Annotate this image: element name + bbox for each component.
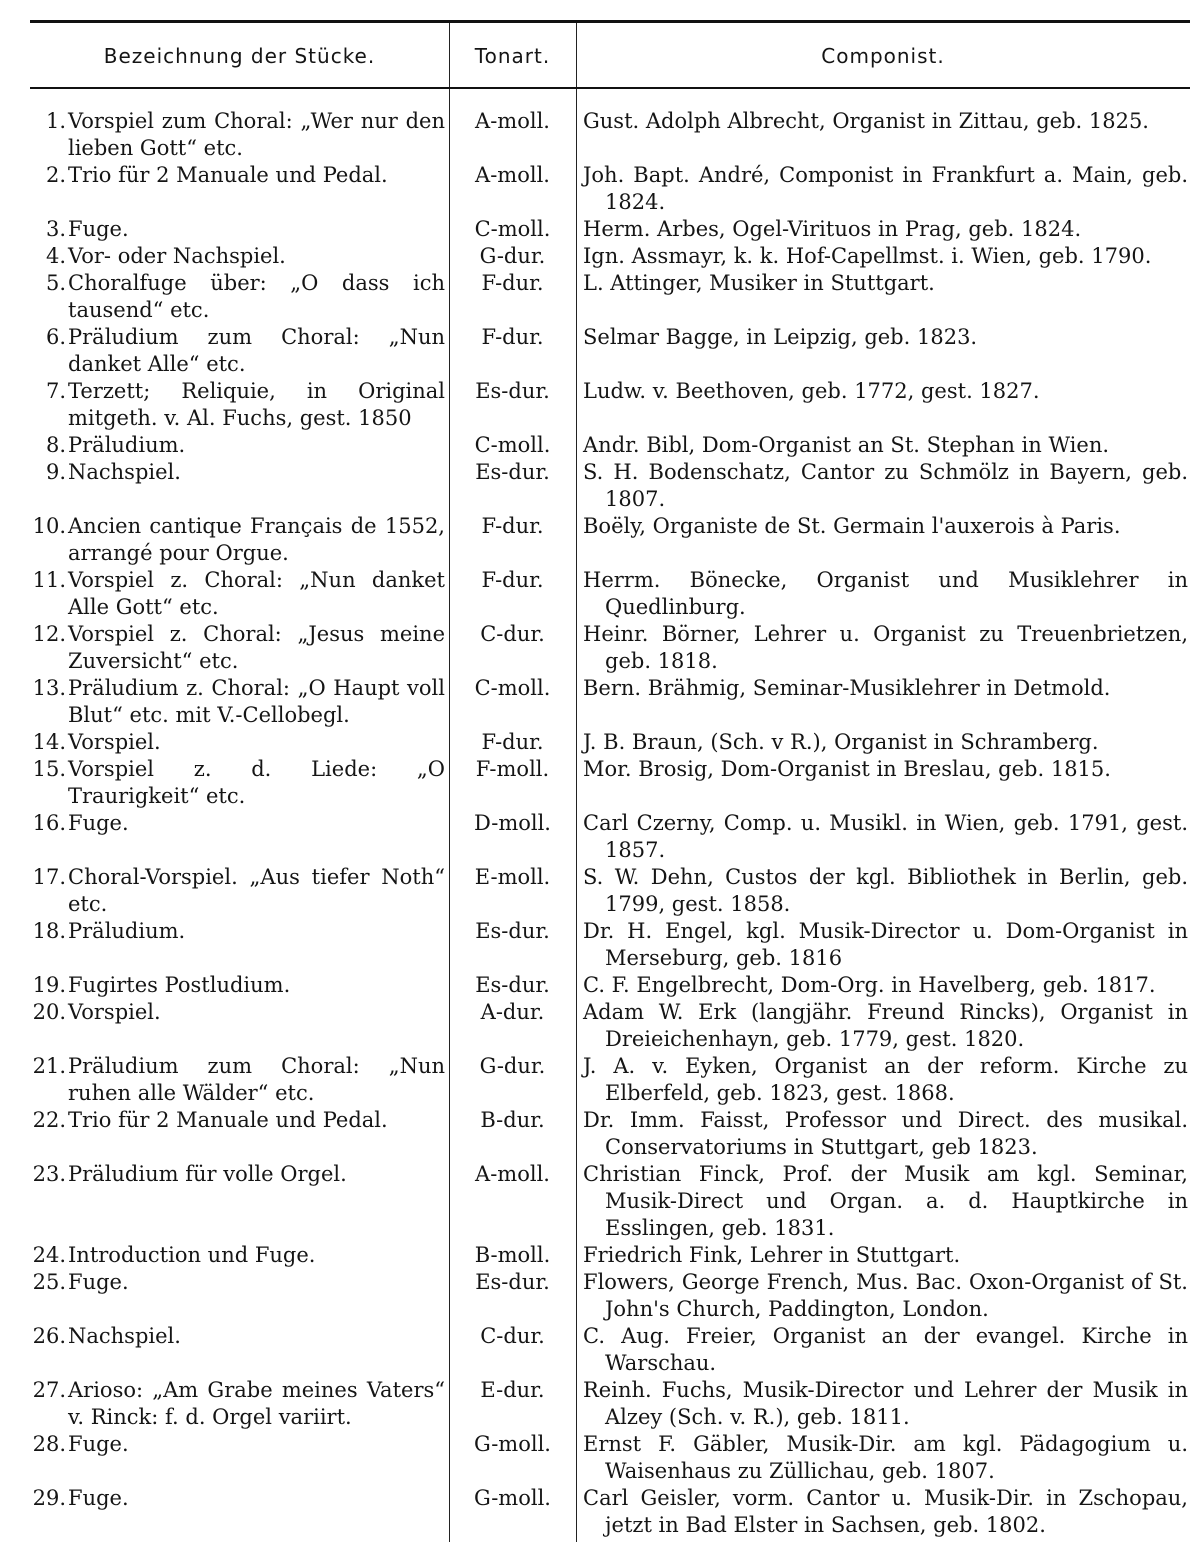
table-row	[30, 1107, 1190, 1161]
key-cell: F-dur.	[481, 568, 544, 592]
piece-number: 28.	[32, 1432, 66, 1456]
piece-number: 19.	[32, 973, 66, 997]
composer-cell: Selmar Bagge, in Leipzig, geb. 1823.	[583, 325, 978, 349]
piece-number: 9.	[45, 460, 66, 484]
piece-number: 16.	[32, 811, 66, 835]
table-row	[30, 216, 1190, 243]
composer-cell: Joh. Bapt. André, Componist in Frankfurt a. Main, geb. 1824.	[583, 163, 1188, 214]
piece-cell	[30, 567, 449, 621]
piece-number: 13.	[32, 676, 66, 700]
table-row	[30, 972, 1190, 999]
table-row	[30, 270, 1190, 324]
composer-cell: Mor. Brosig, Dom-Organist in Breslau, geb. 1815.	[583, 757, 1111, 781]
composer-cell: Ign. Assmayr, k. k. Hof-Capellmst. i. Wien, geb. 1790.	[583, 244, 1152, 268]
composer-cell: S. H. Bodenschatz, Cantor zu Schmölz in Bayern, geb. 1807.	[583, 460, 1188, 511]
composer-cell: L. Attinger, Musiker in Stuttgart.	[583, 271, 935, 295]
composer-cell: S. W. Dehn, Custos der kgl. Bibliothek in Berlin, geb. 1799, gest. 1858.	[583, 865, 1188, 916]
key-cell: Es-dur.	[475, 973, 550, 997]
piece-title: Präludium zum Choral: „Nun danket Alle“ etc.	[68, 325, 445, 376]
key-cell: A-moll.	[475, 163, 550, 187]
key-cell: G-moll.	[474, 1432, 551, 1456]
piece-cell	[30, 513, 449, 567]
table-row	[30, 324, 1190, 378]
composer-cell: Ludw. v. Beethoven, geb. 1772, gest. 1827.	[583, 379, 1040, 403]
composer-cell: Adam W. Erk (langjähr. Freund Rincks), Organist in Dreieichenhayn, geb. 1779, gest. 1820.	[583, 1000, 1188, 1051]
piece-cell	[30, 756, 449, 810]
table-row	[30, 810, 1190, 864]
key-cell: F-dur.	[481, 514, 544, 538]
piece-title: Introduction und Fuge.	[68, 1243, 316, 1267]
piece-title: Vorspiel.	[68, 1000, 161, 1024]
piece-number: 7.	[45, 379, 66, 403]
piece-cell	[30, 1323, 449, 1350]
table-row	[30, 729, 1190, 756]
key-cell: A-dur.	[480, 1000, 545, 1024]
piece-cell	[30, 999, 449, 1026]
composer-cell: C. F. Engelbrecht, Dom-Org. in Havelberg, geb. 1817.	[583, 973, 1156, 997]
piece-number: 15.	[32, 757, 66, 781]
key-cell: G-dur.	[479, 1054, 546, 1078]
key-cell: E-dur.	[480, 1378, 545, 1402]
piece-number: 11.	[32, 568, 66, 592]
piece-title: Vor- oder Nachspiel.	[68, 244, 286, 268]
table-row	[30, 1377, 1190, 1431]
piece-cell	[30, 324, 449, 378]
table-row	[30, 999, 1190, 1053]
piece-title: Fuge.	[68, 1432, 129, 1456]
piece-number: 27.	[32, 1378, 66, 1402]
key-cell: A-moll.	[475, 109, 550, 133]
key-cell: C-dur.	[480, 1324, 545, 1348]
key-cell: Es-dur.	[475, 919, 550, 943]
piece-cell	[30, 729, 449, 756]
piece-title: Vorspiel z. d. Liede: „O Traurigkeit“ etc.	[68, 757, 445, 808]
key-cell: F-dur.	[481, 325, 544, 349]
piece-number: 14.	[32, 730, 66, 754]
key-cell: A-moll.	[475, 1162, 550, 1186]
piece-title: Terzett; Reliquie, in Original mitgeth. v. Al. Fuchs, gest. 1850	[68, 379, 445, 430]
table-row	[30, 675, 1190, 729]
column-header-composer: Componist.	[821, 44, 945, 68]
piece-title: Choral-Vorspiel. „Aus tiefer Noth“ etc.	[68, 865, 445, 916]
piece-cell	[30, 1485, 449, 1512]
piece-cell	[30, 1377, 449, 1431]
piece-number: 4.	[45, 244, 66, 268]
piece-number: 8.	[45, 433, 66, 457]
table-row	[30, 378, 1190, 432]
piece-cell	[30, 459, 449, 486]
piece-number: 5.	[45, 271, 66, 295]
table-row	[30, 162, 1190, 216]
key-cell: B-moll.	[474, 1243, 551, 1267]
piece-title: Fuge.	[68, 217, 129, 241]
table-row	[30, 756, 1190, 810]
piece-number: 22.	[32, 1108, 66, 1132]
key-cell: C-moll.	[474, 217, 551, 241]
key-cell: C-moll.	[474, 676, 551, 700]
piece-number: 26.	[32, 1324, 66, 1348]
composer-cell: C. Aug. Freier, Organist an der evangel. Kirche in Warschau.	[583, 1324, 1188, 1375]
composer-cell: Flowers, George French, Mus. Bac. Oxon-Organist of St. John's Church, Paddington, London.	[583, 1270, 1188, 1321]
table-row	[30, 1161, 1190, 1242]
key-cell: B-dur.	[480, 1108, 545, 1132]
piece-title: Präludium z. Choral: „O Haupt voll Blut“ etc. mit V.-Cellobegl.	[68, 676, 445, 727]
piece-cell	[30, 675, 449, 729]
piece-number: 21.	[32, 1054, 66, 1078]
key-cell: D-moll.	[474, 811, 551, 835]
piece-title: Fugirtes Postludium.	[68, 973, 291, 997]
table-row	[30, 1323, 1190, 1377]
piece-cell	[30, 918, 449, 945]
table-row	[30, 243, 1190, 270]
composer-cell: Dr. Imm. Faisst, Professor und Direct. des musikal. Conservatoriums in Stuttgart, geb 1823.	[583, 1108, 1188, 1159]
table-row	[30, 108, 1190, 162]
piece-cell	[30, 1242, 449, 1269]
composer-cell: Boëly, Organiste de St. Germain l'auxerois à Paris.	[583, 514, 1121, 538]
key-cell: C-dur.	[480, 622, 545, 646]
composer-cell: Carl Geisler, vorm. Cantor u. Musik-Dir. in Zschopau, jetzt in Bad Elster in Sachsen, geb. 1802.	[583, 1486, 1188, 1537]
table-body	[30, 108, 1190, 1539]
piece-title: Nachspiel.	[68, 1324, 181, 1348]
piece-title: Trio für 2 Manuale und Pedal.	[68, 163, 388, 187]
key-cell: G-moll.	[474, 1486, 551, 1510]
composer-cell: J. A. v. Eyken, Organist an der reform. Kirche zu Elberfeld, geb. 1823, gest. 1868.	[583, 1054, 1188, 1105]
piece-title: Vorspiel.	[68, 730, 161, 754]
piece-number: 24.	[32, 1243, 66, 1267]
key-cell: F-dur.	[481, 271, 544, 295]
composer-cell: Andr. Bibl, Dom-Organist an St. Stephan in Wien.	[583, 433, 1110, 457]
key-cell: Es-dur.	[475, 379, 550, 403]
piece-title: Präludium.	[68, 919, 186, 943]
piece-cell	[30, 1053, 449, 1107]
table-row	[30, 459, 1190, 513]
table-row	[30, 1242, 1190, 1269]
table-row	[30, 513, 1190, 567]
piece-cell	[30, 1269, 449, 1296]
composer-cell: Friedrich Fink, Lehrer in Stuttgart.	[583, 1243, 961, 1267]
table-row	[30, 918, 1190, 972]
piece-number: 12.	[32, 622, 66, 646]
composer-cell: Herrm. Bönecke, Organist und Musiklehrer in Quedlinburg.	[583, 568, 1188, 619]
table-top-rule	[30, 20, 1190, 23]
piece-number: 20.	[32, 1000, 66, 1024]
piece-cell	[30, 270, 449, 324]
piece-cell	[30, 378, 449, 432]
piece-cell	[30, 810, 449, 837]
composer-cell: Herm. Arbes, Ogel-Virituos in Prag, geb. 1824.	[583, 217, 1082, 241]
piece-cell	[30, 432, 449, 459]
piece-title: Präludium zum Choral: „Nun ruhen alle Wälder“ etc.	[68, 1054, 445, 1105]
piece-title: Choralfuge über: „O dass ich tausend“ etc.	[68, 271, 445, 322]
piece-number: 2.	[45, 163, 66, 187]
key-cell: F-moll.	[475, 757, 550, 781]
piece-cell	[30, 621, 449, 675]
piece-title: Vorspiel z. Choral: „Nun danket Alle Gott“ etc.	[68, 568, 445, 619]
piece-number: 6.	[45, 325, 66, 349]
table-row	[30, 432, 1190, 459]
table-row	[30, 1485, 1190, 1539]
composer-cell: Gust. Adolph Albrecht, Organist in Zittau, geb. 1825.	[583, 109, 1149, 133]
composer-cell: Reinh. Fuchs, Musik-Director und Lehrer der Musik in Alzey (Sch. v. R.), geb. 1811.	[583, 1378, 1188, 1429]
table-row	[30, 567, 1190, 621]
piece-number: 18.	[32, 919, 66, 943]
piece-cell	[30, 108, 449, 162]
piece-title: Fuge.	[68, 811, 129, 835]
composer-cell: Dr. H. Engel, kgl. Musik-Director u. Dom-Organist in Merseburg, geb. 1816	[583, 919, 1188, 970]
piece-title: Ancien cantique Français de 1552, arrangé pour Orgue.	[68, 514, 445, 565]
table-row	[30, 621, 1190, 675]
key-cell: Es-dur.	[475, 460, 550, 484]
piece-title: Präludium für volle Orgel.	[68, 1162, 347, 1186]
column-header-pieces: Bezeichnung der Stücke.	[103, 44, 376, 68]
composer-cell: Carl Czerny, Comp. u. Musikl. in Wien, geb. 1791, gest. 1857.	[583, 811, 1188, 862]
header-rule	[30, 87, 1190, 89]
piece-title: Fuge.	[68, 1486, 129, 1510]
key-cell: Es-dur.	[475, 1270, 550, 1294]
key-cell: G-dur.	[479, 244, 546, 268]
table-row	[30, 1269, 1190, 1323]
piece-number: 23.	[32, 1162, 66, 1186]
piece-number: 3.	[45, 217, 66, 241]
piece-cell	[30, 1107, 449, 1134]
piece-number: 25.	[32, 1270, 66, 1294]
piece-cell	[30, 1431, 449, 1458]
piece-number: 29.	[32, 1486, 66, 1510]
piece-cell	[30, 1161, 449, 1188]
piece-title: Vorspiel zum Choral: „Wer nur den lieben Gott“ etc.	[68, 109, 445, 160]
piece-title: Fuge.	[68, 1270, 129, 1294]
composer-cell: J. B. Braun, (Sch. v R.), Organist in Schramberg.	[583, 730, 1099, 754]
piece-number: 17.	[32, 865, 66, 889]
piece-number: 1.	[45, 109, 66, 133]
piece-cell	[30, 162, 449, 189]
piece-title: Präludium.	[68, 433, 186, 457]
piece-cell	[30, 243, 449, 270]
composer-cell: Bern. Brähmig, Seminar-Musiklehrer in Detmold.	[583, 676, 1111, 700]
piece-number: 10.	[32, 514, 66, 538]
piece-title: Arioso: „Am Grabe meines Vaters“ v. Rinck: f. d. Orgel variirt.	[68, 1378, 445, 1429]
composer-cell: Heinr. Börner, Lehrer u. Organist zu Treuenbrietzen, geb. 1818.	[583, 622, 1188, 673]
key-cell: E-moll.	[474, 865, 551, 889]
composer-cell: Ernst F. Gäbler, Musik-Dir. am kgl. Pädagogium u. Waisenhaus zu Züllichau, geb. 1807.	[583, 1432, 1188, 1483]
piece-cell	[30, 216, 449, 243]
piece-title: Vorspiel z. Choral: „Jesus meine Zuversicht“ etc.	[68, 622, 445, 673]
table-row	[30, 864, 1190, 918]
table-row	[30, 1431, 1190, 1485]
composer-cell: Christian Finck, Prof. der Musik am kgl. Seminar, Musik-Direct und Organ. a. d. Hauptkirche in Esslingen, geb. 1831.	[583, 1162, 1188, 1240]
table-row	[30, 1053, 1190, 1107]
piece-cell	[30, 864, 449, 918]
key-cell: C-moll.	[474, 433, 551, 457]
column-header-key: Tonart.	[474, 44, 551, 68]
piece-cell	[30, 972, 449, 999]
key-cell: F-dur.	[481, 730, 544, 754]
piece-title: Trio für 2 Manuale und Pedal.	[68, 1108, 388, 1132]
piece-title: Nachspiel.	[68, 460, 181, 484]
